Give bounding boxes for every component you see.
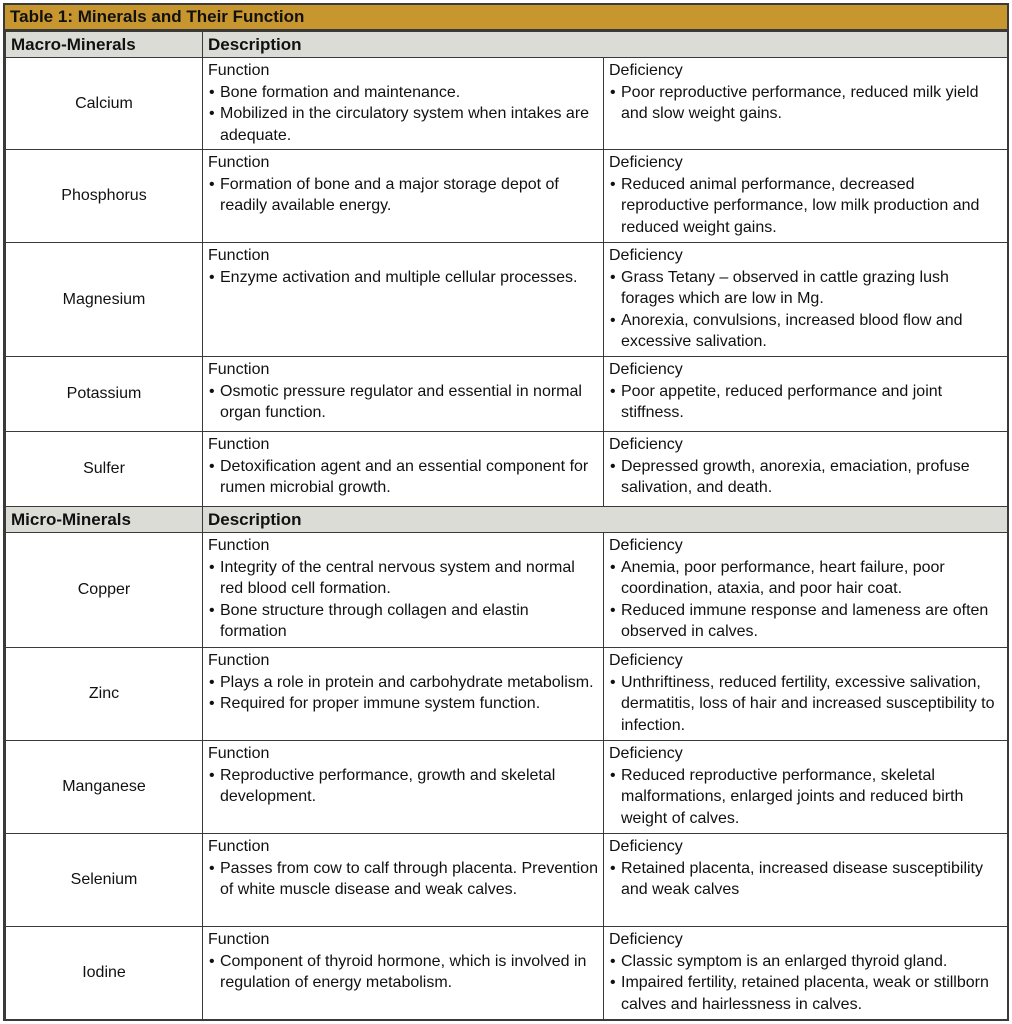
deficiency-item: • Depressed growth, anorexia, emaciation, profuse salivation, and death.	[609, 456, 1003, 499]
deficiency-cell	[604, 150, 1008, 243]
deficiency-cell	[604, 243, 1008, 357]
deficiency-label: Deficiency	[609, 361, 683, 378]
macro-description-header: Description	[203, 32, 1008, 58]
function-item: • Plays a role in protein and carbohydrate metabolism.	[208, 672, 599, 694]
deficiency-label: Deficiency	[609, 652, 683, 669]
mineral-row	[6, 834, 1008, 927]
function-label: Function	[208, 931, 270, 948]
deficiency-item: • Reduced animal performance, decreased reproductive performance, low milk production and reduced weight gains.	[609, 174, 1003, 239]
function-cell	[203, 533, 604, 648]
deficiency-cell	[604, 927, 1008, 1020]
deficiency-item: • Poor reproductive performance, reduced milk yield and slow weight gains.	[609, 82, 1003, 125]
deficiency-item: • Retained placenta, increased disease susceptibility and weak calves	[609, 858, 1003, 901]
deficiency-label: Deficiency	[609, 537, 683, 554]
deficiency-item: • Unthriftiness, reduced fertility, excessive salivation, dermatitis, loss of hair and increased susceptibility to infection.	[609, 672, 1003, 737]
deficiency-cell	[604, 533, 1008, 648]
function-list	[208, 672, 599, 715]
function-item: • Reproductive performance, growth and skeletal development.	[208, 765, 599, 808]
deficiency-item: • Impaired fertility, retained placenta, weak or stillborn calves and hairlessness in calves.	[609, 972, 1003, 1015]
deficiency-cell	[604, 648, 1008, 741]
mineral-name: Copper	[6, 533, 203, 648]
mineral-name: Manganese	[6, 741, 203, 834]
deficiency-cell	[604, 58, 1008, 150]
function-label: Function	[208, 154, 270, 171]
function-list	[208, 557, 599, 643]
deficiency-list	[609, 672, 1003, 737]
function-label: Function	[208, 62, 270, 79]
deficiency-list	[609, 765, 1003, 830]
deficiency-item: • Poor appetite, reduced performance and joint stiffness.	[609, 381, 1003, 424]
mineral-row	[6, 741, 1008, 834]
function-item: • Formation of bone and a major storage depot of readily available energy.	[208, 174, 599, 217]
deficiency-item: • Reduced reproductive performance, skeletal malformations, enlarged joints and reduced birth weight of calves.	[609, 765, 1003, 830]
function-item: • Osmotic pressure regulator and essential in normal organ function.	[208, 381, 599, 424]
mineral-row	[6, 648, 1008, 741]
mineral-name: Sulfer	[6, 432, 203, 507]
deficiency-item: • Grass Tetany – observed in cattle grazing lush forages which are low in Mg.	[609, 267, 1003, 310]
macro-header-label: Macro-Minerals	[6, 32, 203, 58]
function-label: Function	[208, 652, 270, 669]
function-item: • Detoxification agent and an essential component for rumen microbial growth.	[208, 456, 599, 499]
deficiency-label: Deficiency	[609, 436, 683, 453]
deficiency-list	[609, 267, 1003, 353]
function-label: Function	[208, 838, 270, 855]
function-cell	[203, 648, 604, 741]
deficiency-label: Deficiency	[609, 838, 683, 855]
function-item: • Required for proper immune system function.	[208, 693, 599, 715]
mineral-name: Iodine	[6, 927, 203, 1020]
function-label: Function	[208, 537, 270, 554]
function-list	[208, 381, 599, 424]
mineral-row	[6, 150, 1008, 243]
mineral-name: Selenium	[6, 834, 203, 927]
function-item: • Mobilized in the circulatory system when intakes are adequate.	[208, 103, 599, 146]
function-cell	[203, 150, 604, 243]
deficiency-item: • Classic symptom is an enlarged thyroid gland.	[609, 951, 1003, 973]
deficiency-label: Deficiency	[609, 745, 683, 762]
mineral-row	[6, 58, 1008, 150]
deficiency-item: • Anorexia, convulsions, increased blood flow and excessive salivation.	[609, 310, 1003, 353]
function-list	[208, 82, 599, 147]
minerals-table-sheet	[3, 3, 1009, 1021]
function-item: • Component of thyroid hormone, which is involved in regulation of energy metabolism.	[208, 951, 599, 994]
function-list	[208, 456, 599, 499]
deficiency-cell	[604, 357, 1008, 432]
function-cell	[203, 432, 604, 507]
deficiency-list	[609, 456, 1003, 499]
mineral-row	[6, 927, 1008, 1020]
function-item: • Enzyme activation and multiple cellular processes.	[208, 267, 599, 289]
mineral-name: Calcium	[6, 58, 203, 150]
mineral-name: Phosphorus	[6, 150, 203, 243]
deficiency-label: Deficiency	[609, 247, 683, 264]
deficiency-list	[609, 174, 1003, 239]
function-label: Function	[208, 436, 270, 453]
deficiency-cell	[604, 432, 1008, 507]
deficiency-cell	[604, 741, 1008, 834]
deficiency-label: Deficiency	[609, 62, 683, 79]
function-item: • Bone formation and maintenance.	[208, 82, 599, 104]
deficiency-list	[609, 381, 1003, 424]
function-cell	[203, 834, 604, 927]
mineral-row	[6, 432, 1008, 507]
function-cell	[203, 357, 604, 432]
mineral-name: Magnesium	[6, 243, 203, 357]
function-list	[208, 267, 599, 289]
mineral-name: Potassium	[6, 357, 203, 432]
function-label: Function	[208, 361, 270, 378]
function-list	[208, 858, 599, 901]
deficiency-list	[609, 82, 1003, 125]
deficiency-label: Deficiency	[609, 154, 683, 171]
function-label: Function	[208, 745, 270, 762]
mineral-name: Zinc	[6, 648, 203, 741]
minerals-table	[5, 31, 1008, 1020]
function-label: Function	[208, 247, 270, 264]
deficiency-cell	[604, 834, 1008, 927]
deficiency-label: Deficiency	[609, 931, 683, 948]
function-list	[208, 765, 599, 808]
function-list	[208, 174, 599, 217]
function-item: • Integrity of the central nervous system and normal red blood cell formation.	[208, 557, 599, 600]
micro-description-header: Description	[203, 507, 1008, 533]
function-list	[208, 951, 599, 994]
minerals-table-body	[6, 32, 1008, 1020]
deficiency-item: • Reduced immune response and lameness are often observed in calves.	[609, 600, 1003, 643]
deficiency-list	[609, 858, 1003, 901]
mineral-row	[6, 243, 1008, 357]
deficiency-item: • Anemia, poor performance, heart failure, poor coordination, ataxia, and poor hair coat.	[609, 557, 1003, 600]
deficiency-list	[609, 951, 1003, 1016]
mineral-row	[6, 357, 1008, 432]
function-item: • Bone structure through collagen and elastin formation	[208, 600, 599, 643]
function-cell	[203, 927, 604, 1020]
deficiency-list	[609, 557, 1003, 643]
function-cell	[203, 58, 604, 150]
mineral-row	[6, 533, 1008, 648]
function-cell	[203, 741, 604, 834]
micro-header-label: Micro-Minerals	[6, 507, 203, 533]
macro-header-row	[6, 32, 1008, 58]
micro-header-row	[6, 507, 1008, 533]
function-cell	[203, 243, 604, 357]
function-item: • Passes from cow to calf through placenta. Prevention of white muscle disease and weak calves.	[208, 858, 599, 901]
table-title: Table 1: Minerals and Their Function	[5, 5, 1007, 31]
